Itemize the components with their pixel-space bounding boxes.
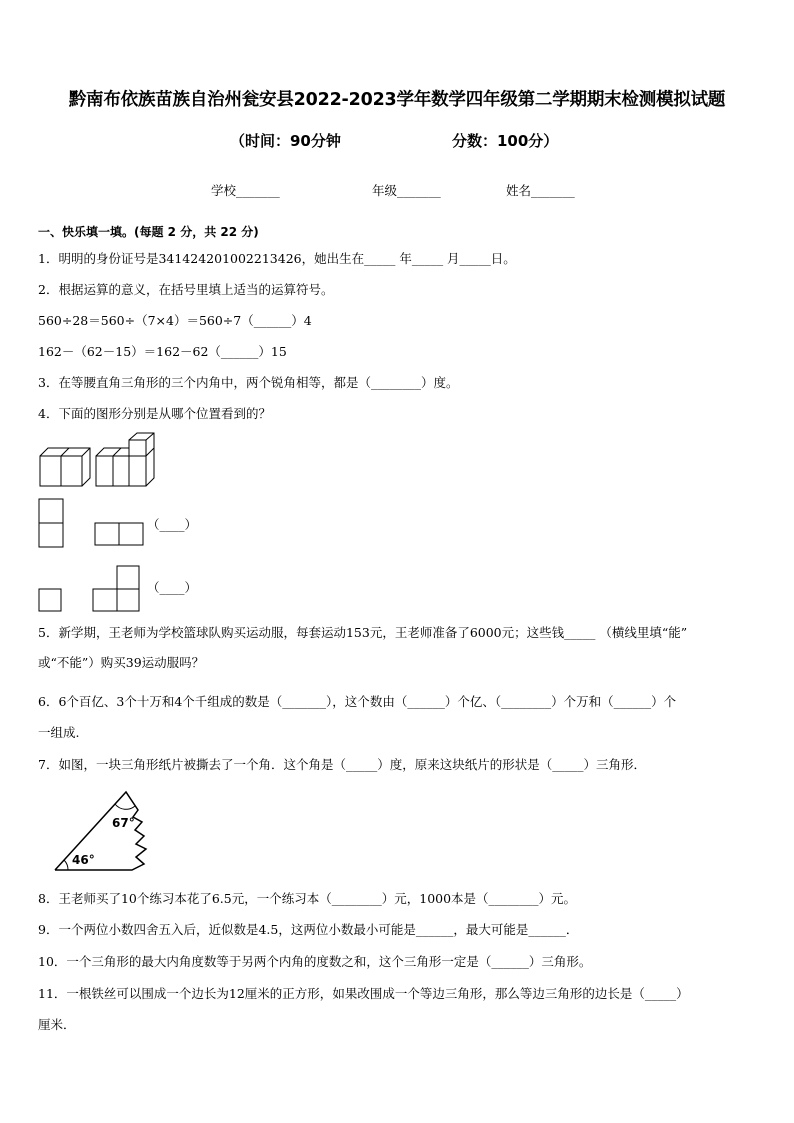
- question-8: 8．王老师买了10个练习本花了6.5元，一个练习本（________）元，1000本是（________）元。: [38, 891, 577, 906]
- angle-67-label: 67°: [112, 816, 135, 830]
- name-field[interactable]: 姓名_______: [506, 183, 575, 198]
- page-title: 黔南布依族苗族自治州瓮安县2022-2023学年数学四年级第二学期期末检测模拟试题: [68, 90, 726, 110]
- question-2: 2．根据运算的意义，在括号里填上适当的运算符号。: [38, 282, 334, 297]
- question-4: 4．下面的图形分别是从哪个位置看到的？: [38, 406, 271, 421]
- question-7: 7．如图，一块三角形纸片被撕去了一个角．这个角是（_____）度，原来这块纸片的形状是（_____）三角形．: [38, 757, 646, 772]
- view-figure-side: [38, 564, 148, 614]
- question-3: 3．在等腰直角三角形的三个内角中，两个锐角相等，都是（________）度。: [38, 375, 459, 390]
- grade-field[interactable]: 年级_______: [372, 183, 441, 198]
- question-5a: 5．新学期，王老师为学校篮球队购买运动服，每套运动153元，王老师准备了6000元；这些钱_____ （横线里填“能”: [38, 625, 688, 640]
- exam-time: （时间：90分钟: [230, 132, 341, 150]
- question-1: 1．明明的身份证号是341424201002213426，她出生在_____ 年_____ 月_____日。: [38, 251, 516, 266]
- question-11b: 厘米．: [38, 1017, 76, 1032]
- question-2a: 560÷28＝560÷（7×4）＝560÷7（______）4: [38, 313, 312, 328]
- cube-stack-figure: [38, 432, 158, 490]
- question-6a: 6．6个百亿、3个十万和4个千组成的数是（_______），这个数由（______）个亿、（________）个万和（______）个: [38, 694, 677, 709]
- school-field[interactable]: 学校_______: [211, 183, 280, 198]
- torn-triangle-figure: [52, 790, 162, 874]
- view-blank-2[interactable]: （____）: [147, 580, 198, 595]
- question-2b: 162－（62－15）＝162－62（______）15: [38, 344, 287, 359]
- section-heading: 一、快乐填一填。(每题 2 分，共 22 分): [38, 225, 259, 239]
- view-blank-1[interactable]: （____）: [147, 517, 198, 532]
- question-10: 10．一个三角形的最大内角度数等于另两个内角的度数之和，这个三角形一定是（______）三角形。: [38, 954, 592, 969]
- question-5b: 或“不能”）购买39运动服吗？: [38, 655, 205, 670]
- question-9: 9．一个两位小数四舍五入后，近似数是4.5，这两位小数最小可能是______，最大可能是______．: [38, 922, 579, 937]
- question-6b: 一组成.: [38, 725, 80, 740]
- angle-46-label: 46°: [72, 853, 95, 867]
- view-figure-front: [38, 498, 148, 548]
- question-11a: 11．一根铁丝可以围成一个边长为12厘米的正方形，如果改围成一个等边三角形，那么等边三角形的边长是（_____）: [38, 986, 689, 1001]
- exam-score: 分数：100分）: [452, 132, 559, 150]
